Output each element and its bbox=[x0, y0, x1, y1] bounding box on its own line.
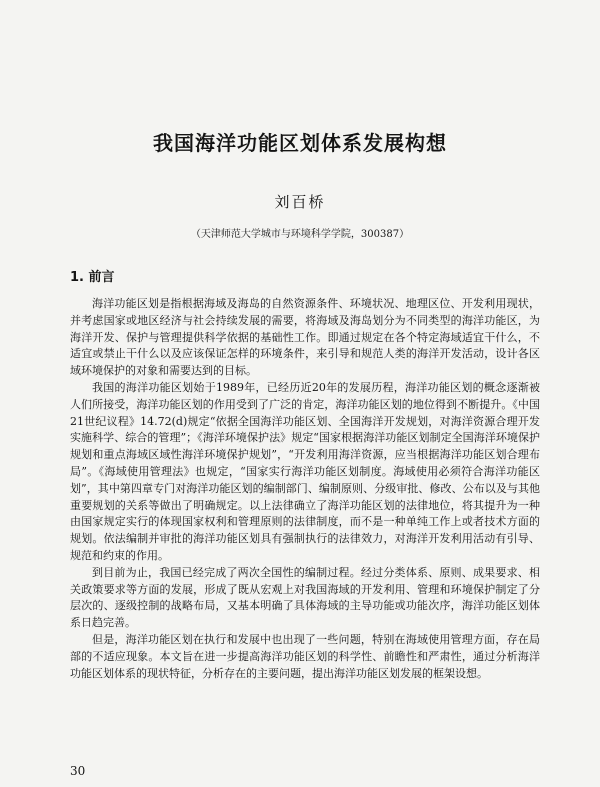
article-body bbox=[70, 296, 540, 682]
page-number: 30 bbox=[70, 764, 86, 778]
paragraph: 到目前为止，我国已经完成了两次全国性的编制过程。经过分类体系、原则、成果要求、相关政策要求等方面的发展，形成了既从宏观上对我国海域的开发利用、管理和环境保护制定了分层次的、逐级控制的战略布局，又基本明确了具体海域的主导功能或功能次序，海洋功能区划体系日趋完善。 bbox=[70, 565, 540, 630]
paragraph: 但是，海洋功能区划在执行和发展中也出现了一些问题，特别在海域使用管理方面，存在局部的不适应现象。本文旨在进一步提高海洋功能区划的科学性、前瞻性和严肃性，通过分析海洋功能区划体系的现状特征，分析存在的主要问题，提出海洋功能区划发展的框架设想。 bbox=[70, 632, 540, 680]
article-title: 我国海洋功能区划体系发展构想 bbox=[153, 131, 447, 155]
author-name: 刘百桥 bbox=[274, 193, 326, 211]
paragraph: 海洋功能区划是指根据海域及海岛的自然资源条件、环境状况、地理区位、开发利用现状，并考虑国家或地区经济与社会持续发展的需要，将海域及海岛划分为不同类型的海洋功能区，为海洋开发、保护与管理提供科学依据的基础性工作。即通过规定在各个特定海域适宜干什么，不适宜或禁止干什么以及应该保证怎样的环境条件，来引导和规范人类的海洋开发活动，设计各区域环境保护的对象和需要达到的目标。 bbox=[70, 297, 540, 378]
section-heading: 1. 前言 bbox=[70, 270, 115, 285]
paragraph: 我国的海洋功能区划始于1989年，已经历近20年的发展历程，海洋功能区划的概念逐渐被人们所接受，海洋功能区划的作用受到了广泛的肯定，海洋功能区划的地位得到不断提升。《中国21世纪议程》14.72(d)规定“依据全国海洋功能区划、全国海洋开发规划，对海洋资源合理开发实施科学、综合的管理”；《海洋环境保护法》规定“国家根据海洋功能区划制定全国海洋环境保护规划和重点海域区域性海洋环境保护规划”，“开发利用海洋资源，应当根据海洋功能区划合理布局”。《海域使用管理法》也规定，“国家实行海洋功能区划制度。海域使用必须符合海洋功能区划”，其中第四章专门对海洋功能区划的编制部门、编制原则、分级审批、修改、公布以及与其他重要规划的关系等做出了明确规定。以上法律确立了海洋功能区划的法律地位，将其提升为一种由国家规定实行的体现国家权利和管理原则的法律制度，而不是一种单纯工作上或者技术方面的规划。依法编制并审批的海洋功能区划具有强制执行的法律效力，对海洋开发利用活动有引导、规范和约束的作用。 bbox=[70, 380, 540, 562]
author-affiliation: （天津师范大学城市与环境科学学院，300387） bbox=[190, 229, 410, 240]
